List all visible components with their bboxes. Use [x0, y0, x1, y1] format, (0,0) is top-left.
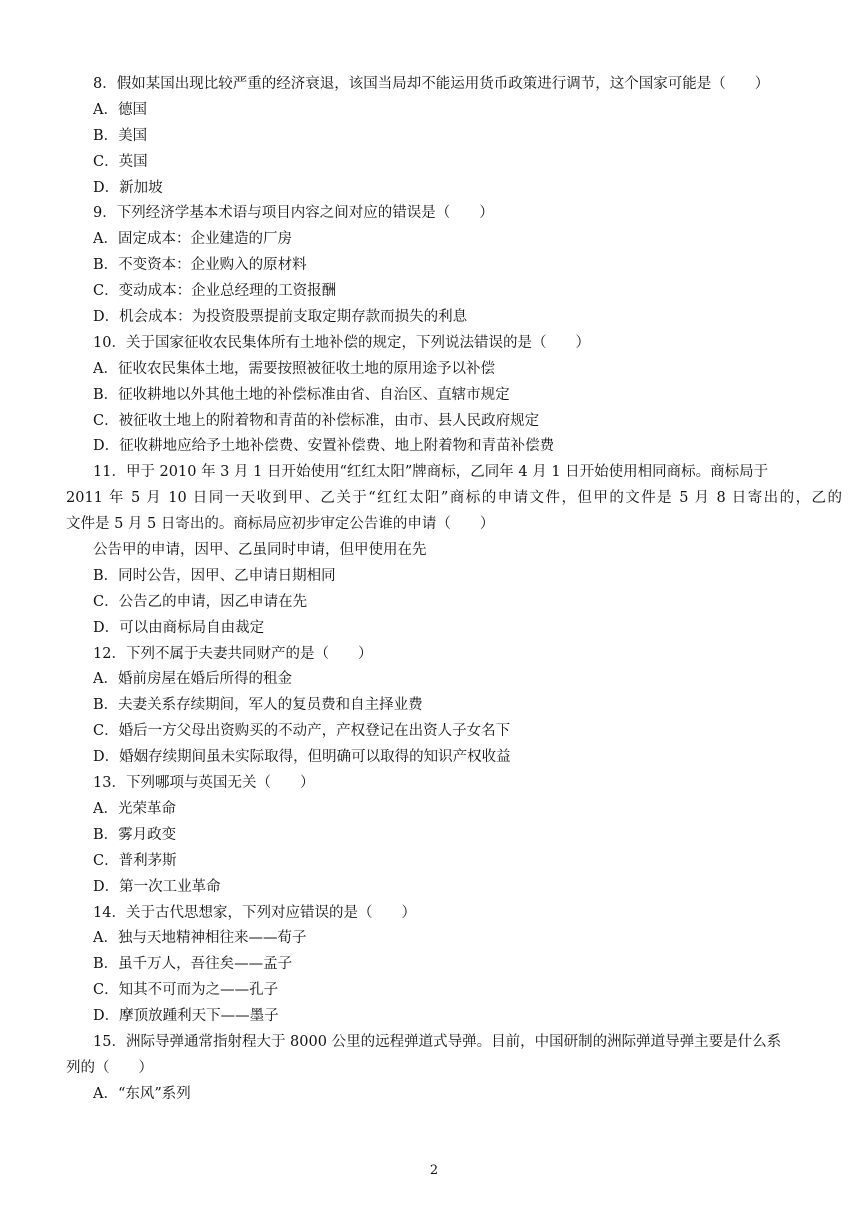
- question-8-option-b: B．美国: [93, 127, 148, 144]
- question-11-stem-line-2: 2011 年 5 月 10 日同一天收到甲、乙关于“红红太阳”商标的申请文件，但甲的文件是 5 月 8 日寄出的，乙的: [66, 490, 842, 507]
- question-10-option-d: D．征收耕地应给予土地补偿费、安置补偿费、地上附着物和青苗补偿费: [93, 438, 555, 455]
- question-12-option-b: B．夫妻关系存续期间，军人的复员费和自主择业费: [93, 697, 423, 714]
- question-10-stem: 10．关于国家征收农民集体所有土地补偿的规定，下列说法错误的是（ ）: [93, 334, 590, 351]
- question-8-option-a: A．德国: [93, 101, 147, 118]
- question-9-option-b: B．不变资本：企业购入的原材料: [93, 257, 307, 274]
- question-9-option-d: D．机会成本：为投资股票提前支取定期存款而损失的利息: [93, 309, 468, 326]
- question-8-option-c: C．英国: [93, 153, 148, 170]
- question-13-option-b: B．雾月政变: [93, 826, 177, 843]
- question-15-option-a: A．“东风”系列: [93, 1085, 191, 1102]
- question-10-option-a: A．征收农民集体土地，需要按照被征收土地的原用途予以补偿: [93, 360, 495, 377]
- question-15-stem-line-2: 列的（ ）: [66, 1059, 153, 1076]
- question-12-option-c: C．婚后一方父母出资购买的不动产，产权登记在出资人子女名下: [93, 723, 511, 740]
- question-8-option-d: D．新加坡: [93, 179, 163, 196]
- question-13-stem: 13．下列哪项与英国无关（ ）: [93, 775, 315, 792]
- question-13-option-d: D．第一次工业革命: [93, 878, 221, 895]
- question-12-option-d: D．婚姻存续期间虽未实际取得，但明确可以取得的知识产权收益: [93, 749, 511, 766]
- question-9-stem: 9．下列经济学基本术语与项目内容之间对应的错误是（ ）: [93, 205, 494, 222]
- question-9-option-c: C．变动成本：企业总经理的工资报酬: [93, 283, 337, 300]
- page-number: 2: [429, 1163, 439, 1178]
- question-14-option-c: C．知其不可而为之——孔子: [93, 982, 279, 999]
- question-12-stem: 12．下列不属于夫妻共同财产的是（ ）: [93, 645, 373, 662]
- question-13-option-a: A．光荣革命: [93, 800, 176, 817]
- question-14-option-b: B．虽千万人，吾往矣——孟子: [93, 956, 293, 973]
- question-11-stem-line-3: 文件是 5 月 5 日寄出的。商标局应初步审定公告谁的申请（ ）: [66, 516, 495, 533]
- question-14-option-d: D．摩顶放踵利天下——墨子: [93, 1008, 279, 1025]
- question-10-option-c: C．被征收土地上的附着物和青苗的补偿标准，由市、县人民政府规定: [93, 412, 540, 429]
- question-list: [66, 72, 842, 1108]
- question-11-option-d: D．可以由商标局自由裁定: [93, 619, 265, 636]
- question-9-option-a: A．固定成本：企业建造的厂房: [93, 231, 292, 248]
- question-11-option-b: B．同时公告，因甲、乙申请日期相同: [93, 567, 336, 584]
- question-11-option-c: C．公告乙的申请，因乙申请在先: [93, 593, 308, 610]
- question-14-option-a: A．独与天地精神相往来——荀子: [93, 930, 307, 947]
- question-10-option-b: B．征收耕地以外其他土地的补偿标准由省、自治区、直辖市规定: [93, 386, 510, 403]
- question-14-stem: 14．关于古代思想家，下列对应错误的是（ ）: [93, 904, 416, 921]
- question-11-stem-line-1: 11．甲于 2010 年 3 月 1 日开始使用“红红太阳”牌商标，乙同年 4 月 1 日开始使用相同商标。商标局于: [93, 464, 769, 481]
- question-8-stem: 8．假如某国出现比较严重的经济衰退，该国当局却不能运用货币政策进行调节，这个国家可能是（ ）: [93, 76, 770, 92]
- question-11-option-a: 公告甲的申请，因甲、乙虽同时申请，但甲使用在先: [93, 542, 427, 559]
- question-15-stem-line-1: 15．洲际导弹通常指射程大于 8000 公里的远程弹道式导弹。目前，中国研制的洲际弹道导弹主要是什么系: [93, 1033, 782, 1050]
- question-12-option-a: A．婚前房屋在婚后所得的租金: [93, 671, 292, 688]
- question-13-option-c: C．普利茅斯: [93, 852, 177, 869]
